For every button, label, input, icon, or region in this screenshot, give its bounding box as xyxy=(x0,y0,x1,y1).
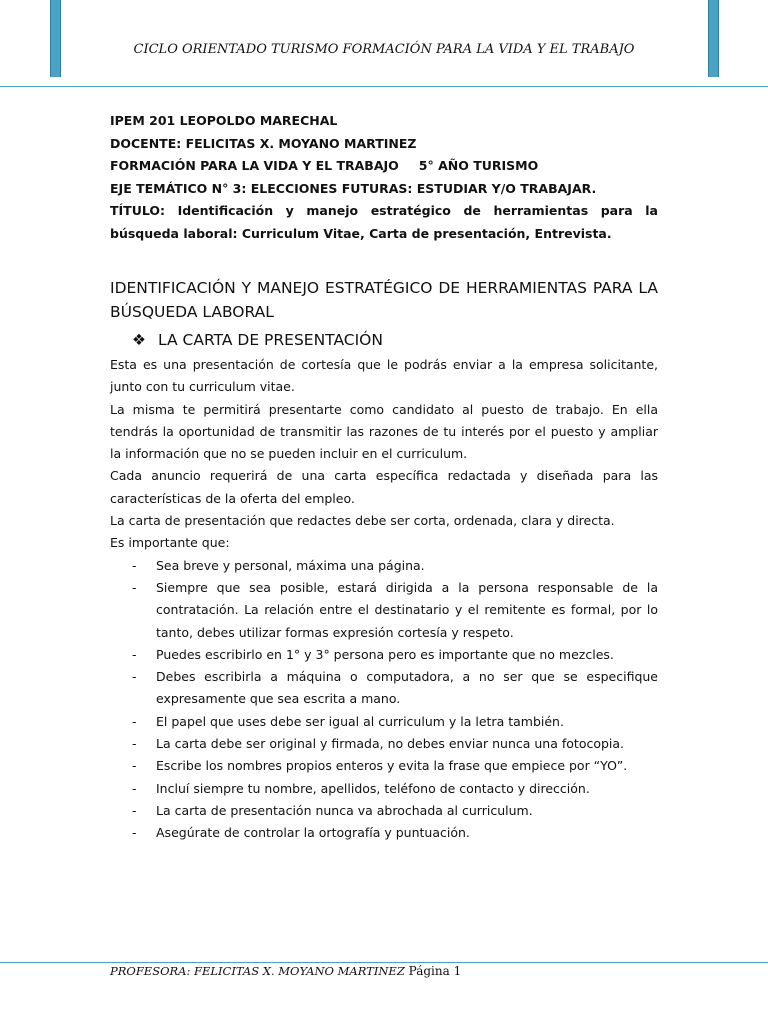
subheading xyxy=(132,329,383,351)
list-item xyxy=(110,555,658,577)
dash-bullet: - xyxy=(132,713,137,729)
school-name: IPEM 201 LEOPOLDO MARECHAL xyxy=(110,113,338,128)
section-title: IDENTIFICACIÓN Y MANEJO ESTRATÉGICO DE HERRAMIENTAS PARA LA BÚSQUEDA LABORAL xyxy=(110,279,658,321)
header-right-bar xyxy=(708,0,719,77)
dash-bullet: - xyxy=(132,557,137,573)
list-item xyxy=(110,666,658,711)
header-title: CICLO ORIENTADO TURISMO FORMACIÓN PARA LA VIDA Y EL TRABAJO xyxy=(133,42,635,57)
list-item xyxy=(110,755,658,777)
page-footer xyxy=(110,964,461,978)
dash-bullet: - xyxy=(132,579,137,595)
list-item-text: La carta debe ser original y firmada, no debes enviar nunca una fotocopia. xyxy=(156,736,625,752)
dash-bullet: - xyxy=(132,669,137,685)
teacher-name: DOCENTE: FELICITAS X. MOYANO MARTINEZ xyxy=(110,135,417,151)
dash-bullet: - xyxy=(132,780,137,796)
requirements-list xyxy=(110,555,658,845)
list-item xyxy=(110,577,658,644)
diamond-bullet-icon: ❖ xyxy=(132,331,146,349)
subject-name: FORMACIÓN PARA LA VIDA Y EL TRABAJO xyxy=(110,158,399,173)
list-item-text: Asegúrate de controlar la ortografía y puntuación. xyxy=(156,825,470,841)
header-left-bar xyxy=(50,0,61,77)
subheading-text: LA CARTA DE PRESENTACIÓN xyxy=(158,331,383,349)
page-number: Página 1 xyxy=(408,964,462,978)
dash-bullet: - xyxy=(132,736,137,752)
list-item-text: El papel que uses debe ser igual al curriculum y la letra también. xyxy=(156,713,564,729)
subject-line xyxy=(110,155,658,178)
list-item-text: Puedes escribirlo en 1° y 3° persona pero es importante que no mezcles. xyxy=(156,646,614,662)
list-item-text: Incluí siempre tu nombre, apellidos, teléfono de contacto y dirección. xyxy=(156,780,590,796)
list-item-text: Debes escribirla a máquina o computadora, a no ser que se especifique expresamente que sea escrita a mano. xyxy=(156,669,658,707)
header-rule xyxy=(0,86,768,87)
paragraph: La misma te permitirá presentarte como candidato al puesto de trabajo. En ella tendrás la oportunidad de transmitir las razones de tu interés por el puesto y ampliar la información que no se pueden incluir en el curriculum. xyxy=(110,401,658,462)
list-item xyxy=(110,644,658,666)
list-item-text: La carta de presentación nunca va abrochada al curriculum. xyxy=(156,802,533,818)
document-title: TÍTULO: Identificación y manejo estratégico de herramientas para la búsqueda laboral: Curriculum Vitae, Carta de presentación, Entrevista. xyxy=(110,203,658,241)
dash-bullet: - xyxy=(132,825,137,841)
dash-bullet: - xyxy=(132,758,137,774)
footer-author: PROFESORA: FELICITAS X. MOYANO MARTINEZ xyxy=(110,964,405,978)
list-item xyxy=(110,711,658,733)
course-year: 5° AÑO TURISMO xyxy=(418,158,539,173)
footer-rule xyxy=(0,962,768,963)
paragraph: Cada anuncio requerirá de una carta específica redactada y diseñada para las características de la oferta del empleo. xyxy=(110,468,658,506)
list-item-text: Sea breve y personal, máxima una página. xyxy=(156,557,425,573)
list-item-text: Siempre que sea posible, estará dirigida a la persona responsable de la contratación. La relación entre el destinatario y el remitente es formal, por lo tanto, debes utilizar formas expresión cortesía y respeto. xyxy=(156,579,658,640)
list-item xyxy=(110,822,658,844)
dash-bullet: - xyxy=(132,646,137,662)
paragraph: Esta es una presentación de cortesía que le podrás enviar a la empresa solicitante, junto con tu curriculum vitae. xyxy=(110,357,658,395)
list-item xyxy=(110,733,658,755)
document-info xyxy=(110,110,658,245)
body-text xyxy=(110,354,658,845)
list-item xyxy=(110,800,658,822)
list-item-text: Escribe los nombres propios enteros y evita la frase que empiece por “YO”. xyxy=(156,758,628,774)
dash-bullet: - xyxy=(132,802,137,818)
list-item xyxy=(110,778,658,800)
paragraph: La carta de presentación que redactes debe ser corta, ordenada, clara y directa. xyxy=(110,513,615,529)
paragraph: Es importante que: xyxy=(110,535,230,551)
thematic-axis: EJE TEMÁTICO N° 3: ELECCIONES FUTURAS: ESTUDIAR Y/O TRABAJAR. xyxy=(110,180,597,196)
